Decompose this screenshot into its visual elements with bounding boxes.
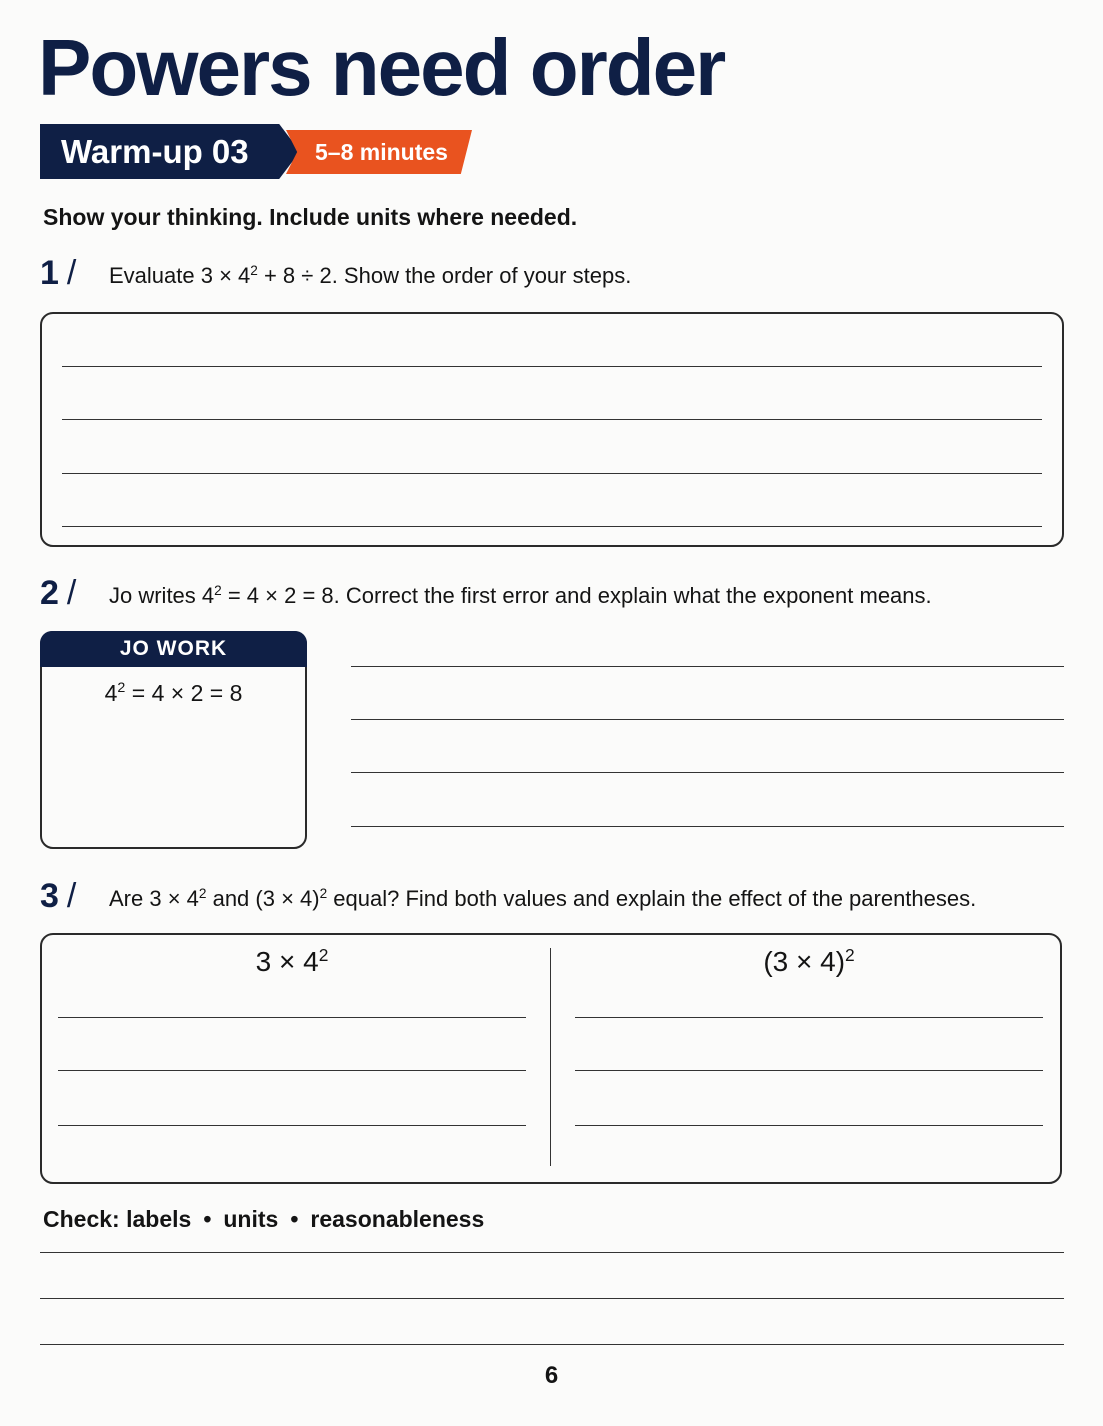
question-3-number: 3 / <box>40 877 77 915</box>
jo-work-header: JO WORK <box>40 631 307 667</box>
answer-line <box>62 526 1042 527</box>
answer-box-1[interactable] <box>40 312 1064 547</box>
warmup-label: Warm-up 03 <box>61 133 249 170</box>
answer-line <box>58 1017 526 1018</box>
question-2-text: Jo writes $4^2 = 4 \times 2 = 8$. Correct the first error and explain what the exponent means. <box>109 582 932 608</box>
answer-line <box>575 1070 1043 1071</box>
time-label: 5–8 minutes <box>315 139 448 165</box>
answer-line[interactable] <box>351 666 1064 667</box>
answer-line[interactable] <box>40 1344 1064 1345</box>
answer-line <box>62 473 1042 474</box>
instructions: Show your thinking. Include units where needed. <box>43 204 578 230</box>
answer-line <box>58 1125 526 1126</box>
answer-line[interactable] <box>40 1298 1064 1299</box>
question-3-text: Are $3 \times 4^2$ and $(3 \times 4)^2$ equal? Find both values and explain the effect of the parentheses. <box>109 885 977 911</box>
answer-line[interactable] <box>40 1252 1064 1253</box>
answer-line <box>58 1070 526 1071</box>
question-2-number: 2 / <box>40 574 77 612</box>
column-divider <box>550 948 551 1166</box>
answer-line[interactable] <box>351 772 1064 773</box>
right-column-heading: $(3 \times 4)^2$ <box>763 944 855 977</box>
answer-line <box>62 366 1042 367</box>
question-1-text: Evaluate $3 \times 4^2 + 8 \div 2$. Show the order of your steps. <box>109 262 632 288</box>
answer-line[interactable] <box>351 826 1064 827</box>
left-column-heading: $3 \times 4^2$ <box>255 944 329 977</box>
page-title: Powers need order <box>38 23 725 112</box>
answer-line <box>575 1125 1043 1126</box>
check-line: Check: labels • units • reasonableness <box>43 1206 485 1232</box>
jo-work-equation: $4^2 = 4 \times 2 = 8$ <box>104 680 243 706</box>
question-1-number: 1 / <box>40 254 77 292</box>
page-number: 6 <box>544 1362 559 1389</box>
answer-line <box>575 1017 1043 1018</box>
answer-line[interactable] <box>351 719 1064 720</box>
answer-line <box>62 419 1042 420</box>
